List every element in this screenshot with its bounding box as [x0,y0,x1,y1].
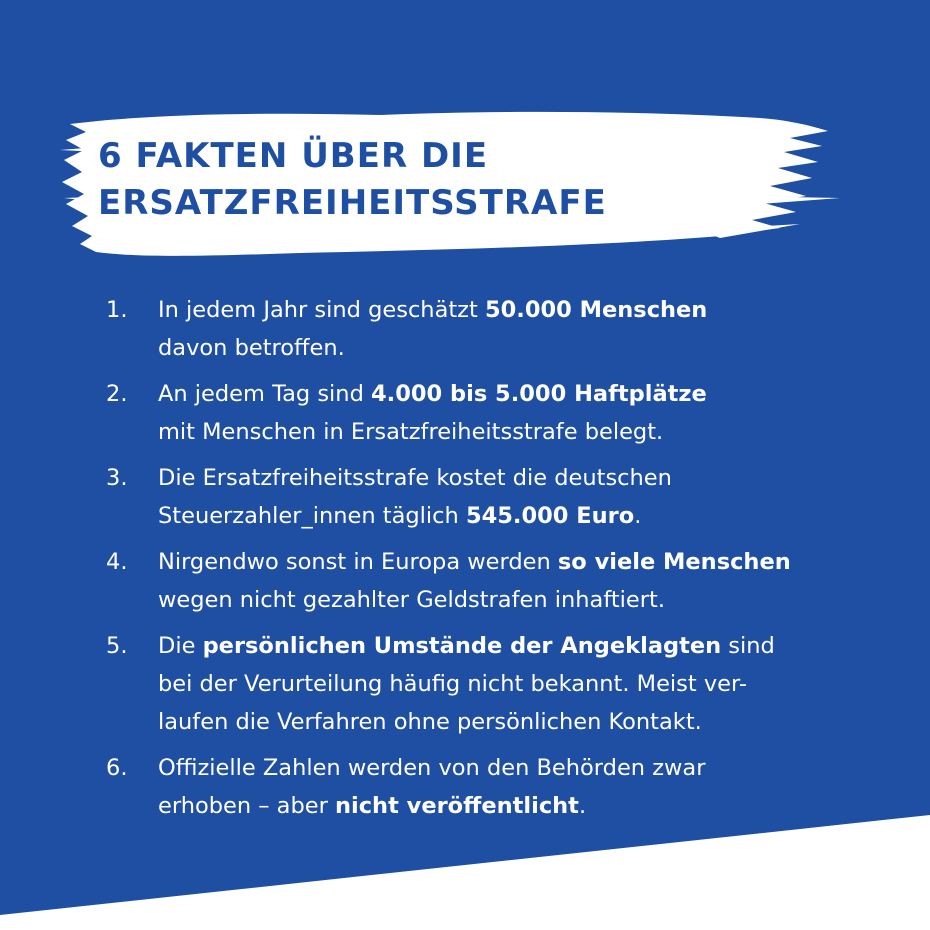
fact-text: Die Ersatzfreiheitsstrafe kostet die deutschen [158,465,672,491]
page-title [98,133,607,227]
fact-number: 5. [106,633,128,659]
fact-text: Nirgendwo sonst in Europa werden [158,549,558,575]
fact-item-4 [100,543,900,619]
title-line-1: 6 FAKTEN ÜBER DIE [98,136,489,176]
facts-list [100,291,900,833]
fact-text-line [158,503,641,529]
fact-item-1 [100,291,900,367]
fact-text: Die [158,633,203,659]
fact-text: mit Menschen in Ersatzfreiheitsstrafe belegt. [158,419,664,445]
fact-highlight: so viele Menschen [557,549,791,575]
fact-highlight: persönlichen Umstände der Angeklagten [202,633,722,659]
fact-text: sind [721,633,775,659]
fact-number: 4. [106,549,128,575]
fact-text-line [158,549,791,575]
fact-text: An jedem Tag sind [158,381,372,407]
fact-item-5 [100,627,900,741]
fact-text-line [158,381,707,407]
fact-text: laufen die Verfahren ohne persönlichen Kontakt. [158,709,702,735]
fact-text-line [158,633,775,659]
fact-number: 6. [106,755,128,781]
fact-item-6 [100,749,900,825]
fact-item-3 [100,459,900,535]
fact-text: . [578,793,587,819]
fact-text: davon betroffen. [158,335,345,361]
fact-highlight: 4.000 bis 5.000 Haftplätze [371,381,707,407]
fact-highlight: nicht veröffentlicht [334,793,579,819]
fact-number: 2. [106,381,128,407]
fact-highlight: 545.000 Euro [465,503,635,529]
fact-text-line [158,297,707,323]
fact-text: erhoben – aber [158,793,335,819]
fact-text: . [634,503,642,529]
fact-text: In jedem Jahr sind geschätzt [158,297,485,323]
fact-text: Offizielle Zahlen werden von den Behörden zwar [158,755,706,781]
fact-text-line [158,793,586,819]
fact-text: bei der Verurteilung häufig nicht bekannt. Meist ver- [158,671,747,697]
fact-item-2 [100,375,900,451]
fact-number: 3. [106,465,128,491]
fact-text: Steuerzahler_innen täglich [158,503,466,529]
fact-number: 1. [106,297,128,323]
fact-highlight: 50.000 Menschen [484,297,708,323]
title-line-2: ERSATZFREIHEITSSTRAFE [98,183,607,223]
fact-text: wegen nicht gezahlter Geldstrafen inhaftiert. [158,587,665,613]
